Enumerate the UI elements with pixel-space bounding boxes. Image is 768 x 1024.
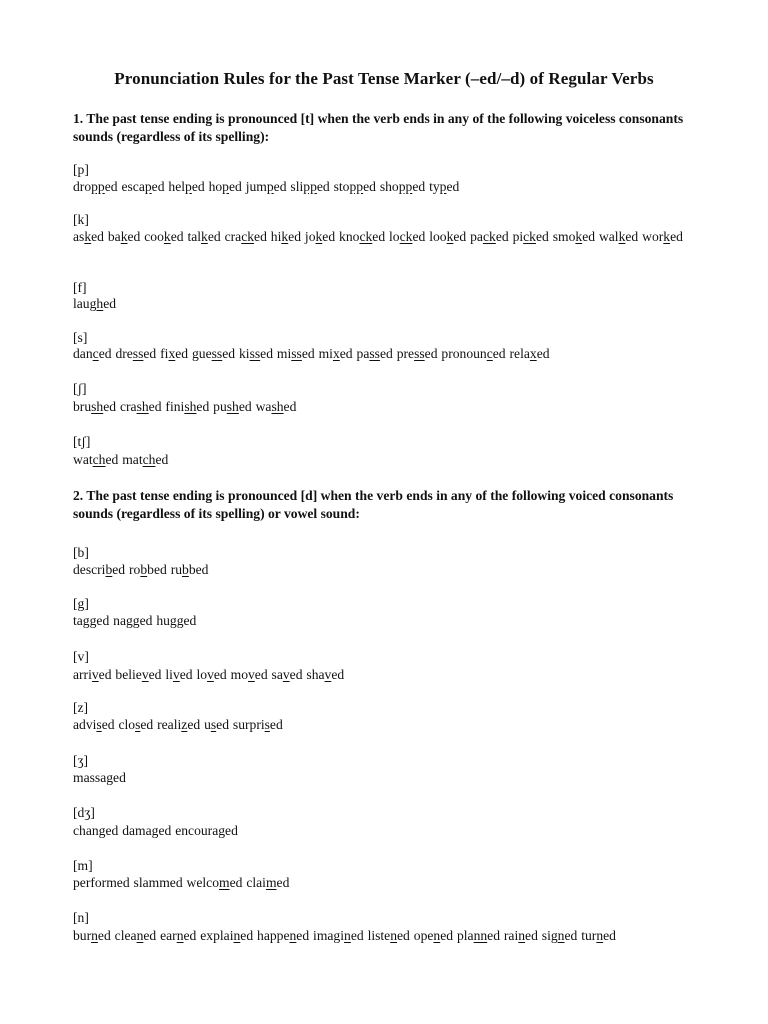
underlined-sound: ss — [291, 346, 302, 361]
underlined-sound: v — [282, 667, 290, 682]
underlined-sound: n — [557, 928, 565, 943]
word: dressed — [115, 346, 157, 361]
word: cracked — [224, 229, 267, 244]
word: pushed — [213, 399, 252, 414]
underlined-sound: k — [575, 229, 583, 244]
word: shaved — [306, 667, 345, 682]
underlined-sound: p — [266, 179, 274, 194]
word: robbed — [129, 562, 167, 577]
underlined-sound: s — [264, 717, 270, 732]
underlined-sound: z — [181, 717, 188, 732]
word: moved — [230, 667, 268, 682]
word: loved — [196, 667, 227, 682]
underlined-sound: p — [185, 179, 192, 194]
underlined-sound: n — [91, 928, 98, 943]
word: kissed — [238, 346, 273, 361]
underlined-sound: p — [144, 179, 152, 194]
word: helped — [168, 179, 205, 194]
symbol-tsh: [tʃ] — [73, 434, 91, 449]
word: talked — [187, 229, 221, 244]
underlined-sound: ch — [92, 452, 106, 467]
word: hugged — [156, 613, 197, 628]
word-list-s — [73, 346, 713, 362]
underlined-sound: sh — [136, 399, 149, 414]
word-list-sh — [73, 399, 713, 415]
underlined-sound: ck — [359, 229, 373, 244]
underlined-sound: ck — [523, 229, 536, 244]
underlined-sound: b — [182, 562, 189, 577]
word: fixed — [160, 346, 189, 361]
word: explained — [200, 928, 254, 943]
word: shopped — [379, 179, 426, 194]
symbol-dzh: [dʒ] — [73, 805, 95, 820]
underlined-sound: x — [529, 346, 537, 361]
word: encouraged — [175, 823, 238, 838]
word: joked — [304, 229, 336, 244]
underlined-sound: p — [439, 179, 447, 194]
underlined-sound: sh — [226, 399, 239, 414]
word: hoped — [208, 179, 242, 194]
word: lived — [165, 667, 193, 682]
word: guessed — [192, 346, 236, 361]
rule-2: 2. The past tense ending is pronounced [d] when the verb ends in any of the following voiced consonants sounds (regardless of its spelling) or vowel sound: — [73, 488, 674, 521]
symbol-sh: [ʃ] — [73, 381, 87, 396]
word: washed — [255, 399, 297, 414]
word-list-v — [73, 667, 713, 683]
word: watched — [73, 452, 119, 467]
word: picked — [512, 229, 549, 244]
underlined-sound: s — [210, 717, 217, 732]
underlined-sound: pp — [398, 179, 413, 194]
underlined-sound: s — [135, 717, 141, 732]
underlined-sound: n — [233, 928, 241, 943]
word: matched — [122, 452, 169, 467]
word: changed — [73, 823, 119, 838]
word-list-tsh — [73, 452, 713, 468]
word: pressed — [396, 346, 438, 361]
word-list-f — [73, 296, 713, 312]
word: opened — [413, 928, 454, 943]
word: closed — [118, 717, 154, 732]
word: escaped — [121, 179, 165, 194]
underlined-sound: g — [151, 823, 159, 838]
word: passed — [356, 346, 393, 361]
page-title: Pronunciation Rules for the Past Tense Marker (–ed/–d) of Regular Verbs — [114, 69, 654, 88]
word: hiked — [270, 229, 302, 244]
underlined-sound: gh — [89, 296, 104, 311]
symbol-n: [n] — [73, 910, 89, 925]
underlined-sound: k — [120, 229, 128, 244]
word: stopped — [333, 179, 376, 194]
underlined-sound: v — [248, 667, 255, 682]
word: asked — [73, 229, 104, 244]
underlined-sound: b — [105, 562, 113, 577]
underlined-sound: m — [219, 875, 230, 890]
underlined-sound: k — [201, 229, 208, 244]
underlined-sound: k — [281, 229, 289, 244]
word: pronounced — [441, 346, 506, 361]
underlined-sound: pp — [349, 179, 364, 194]
underlined-sound: n — [344, 928, 351, 943]
underlined-sound: n — [176, 928, 184, 943]
underlined-sound: ck — [482, 229, 496, 244]
underlined-sound: k — [618, 229, 626, 244]
word: massaged — [73, 770, 126, 785]
underlined-sound: g — [106, 770, 114, 785]
underlined-sound: pp — [303, 179, 317, 194]
word: typed — [429, 179, 460, 194]
underlined-sound: nn — [473, 928, 488, 943]
symbol-f: [f] — [73, 280, 87, 295]
underlined-sound: ck — [241, 229, 255, 244]
word: listened — [367, 928, 410, 943]
word-list-p — [73, 179, 713, 195]
word-list-b — [73, 562, 713, 578]
underlined-sound: g — [98, 823, 106, 838]
underlined-sound: p — [222, 179, 229, 194]
word: cooked — [144, 229, 184, 244]
word: smoked — [552, 229, 596, 244]
underlined-sound: n — [596, 928, 604, 943]
underlined-sound: g — [218, 823, 226, 838]
underlined-sound: v — [324, 667, 332, 682]
underlined-sound: n — [289, 928, 297, 943]
word: tagged — [73, 613, 110, 628]
underlined-sound: ch — [142, 452, 156, 467]
word-list-m — [73, 875, 713, 891]
word: arrived — [73, 667, 112, 682]
word: planned — [456, 928, 500, 943]
underlined-sound: k — [163, 229, 171, 244]
word: earned — [160, 928, 197, 943]
word: damaged — [122, 823, 172, 838]
word: signed — [541, 928, 578, 943]
word: relaxed — [509, 346, 550, 361]
underlined-sound: ss — [211, 346, 223, 361]
symbol-g: [g] — [73, 596, 89, 611]
symbol-k: [k] — [73, 212, 89, 227]
word: performed — [73, 875, 130, 890]
word: packed — [470, 229, 509, 244]
word-list-zh — [73, 770, 713, 786]
word: looked — [429, 229, 467, 244]
underlined-sound: k — [663, 229, 671, 244]
underlined-sound: n — [136, 928, 144, 943]
word: imagined — [313, 928, 364, 943]
word: described — [73, 562, 126, 577]
underlined-sound: k — [84, 229, 92, 244]
underlined-sound: sh — [91, 399, 104, 414]
word: jumped — [245, 179, 287, 194]
word: baked — [107, 229, 141, 244]
underlined-sound: k — [315, 229, 323, 244]
underlined-sound: m — [265, 875, 277, 890]
symbol-z: [z] — [73, 700, 89, 715]
word: knocked — [339, 229, 386, 244]
symbol-m: [m] — [73, 858, 93, 873]
symbol-zh: [ʒ] — [73, 753, 89, 768]
underlined-sound: ss — [369, 346, 380, 361]
word: finished — [165, 399, 210, 414]
underlined-sound: pp — [91, 179, 105, 194]
underlined-sound: ss — [132, 346, 144, 361]
word: used — [204, 717, 229, 732]
word: happened — [257, 928, 310, 943]
word: missed — [276, 346, 315, 361]
underlined-sound: b — [140, 562, 148, 577]
word: rained — [503, 928, 538, 943]
word: advised — [73, 717, 115, 732]
symbol-v: [v] — [73, 649, 89, 664]
symbol-s: [s] — [73, 330, 88, 345]
underlined-sound: sh — [184, 399, 197, 414]
rule-1: 1. The past tense ending is pronounced [t] when the verb ends in any of the following voiceless consonants sounds (regardless of its spelling): — [73, 111, 684, 144]
underlined-sound: x — [168, 346, 176, 361]
word: crashed — [119, 399, 162, 414]
word: dropped — [73, 179, 118, 194]
word: realized — [157, 717, 201, 732]
underlined-sound: s — [96, 717, 102, 732]
underlined-sound: c — [92, 346, 99, 361]
word: claimed — [246, 875, 290, 890]
underlined-sound: x — [332, 346, 340, 361]
underlined-sound: v — [141, 667, 149, 682]
word-list-k — [73, 229, 713, 245]
word: saved — [271, 667, 303, 682]
word: brushed — [73, 399, 117, 414]
underlined-sound: n — [518, 928, 526, 943]
word: walked — [598, 229, 639, 244]
word: nagged — [113, 613, 153, 628]
underlined-sound: ck — [399, 229, 413, 244]
word: mixed — [318, 346, 353, 361]
word-list-z — [73, 717, 713, 733]
symbol-p: [p] — [73, 162, 89, 177]
underlined-sound: n — [390, 928, 398, 943]
word: cleaned — [114, 928, 157, 943]
word-list-n — [73, 928, 713, 944]
word: surprised — [232, 717, 283, 732]
word: worked — [642, 229, 683, 244]
underlined-sound: ss — [414, 346, 425, 361]
underlined-sound: sh — [271, 399, 284, 414]
word: rubbed — [170, 562, 209, 577]
word: slammed — [133, 875, 183, 890]
word: welcomed — [186, 875, 243, 890]
word: locked — [389, 229, 426, 244]
underlined-sound: v — [207, 667, 214, 682]
word: slipped — [290, 179, 330, 194]
underlined-sound: n — [433, 928, 441, 943]
underlined-sound: v — [172, 667, 180, 682]
word: danced — [73, 346, 112, 361]
word: believed — [115, 667, 162, 682]
symbol-b: [b] — [73, 545, 89, 560]
word: turned — [581, 928, 616, 943]
word: laughed — [73, 296, 117, 311]
underlined-sound: v — [91, 667, 99, 682]
word-list-dzh — [73, 823, 713, 839]
underlined-sound: ss — [249, 346, 261, 361]
underlined-sound: c — [486, 346, 493, 361]
word-list-g — [73, 613, 713, 629]
underlined-sound: k — [446, 229, 454, 244]
word: burned — [73, 928, 111, 943]
